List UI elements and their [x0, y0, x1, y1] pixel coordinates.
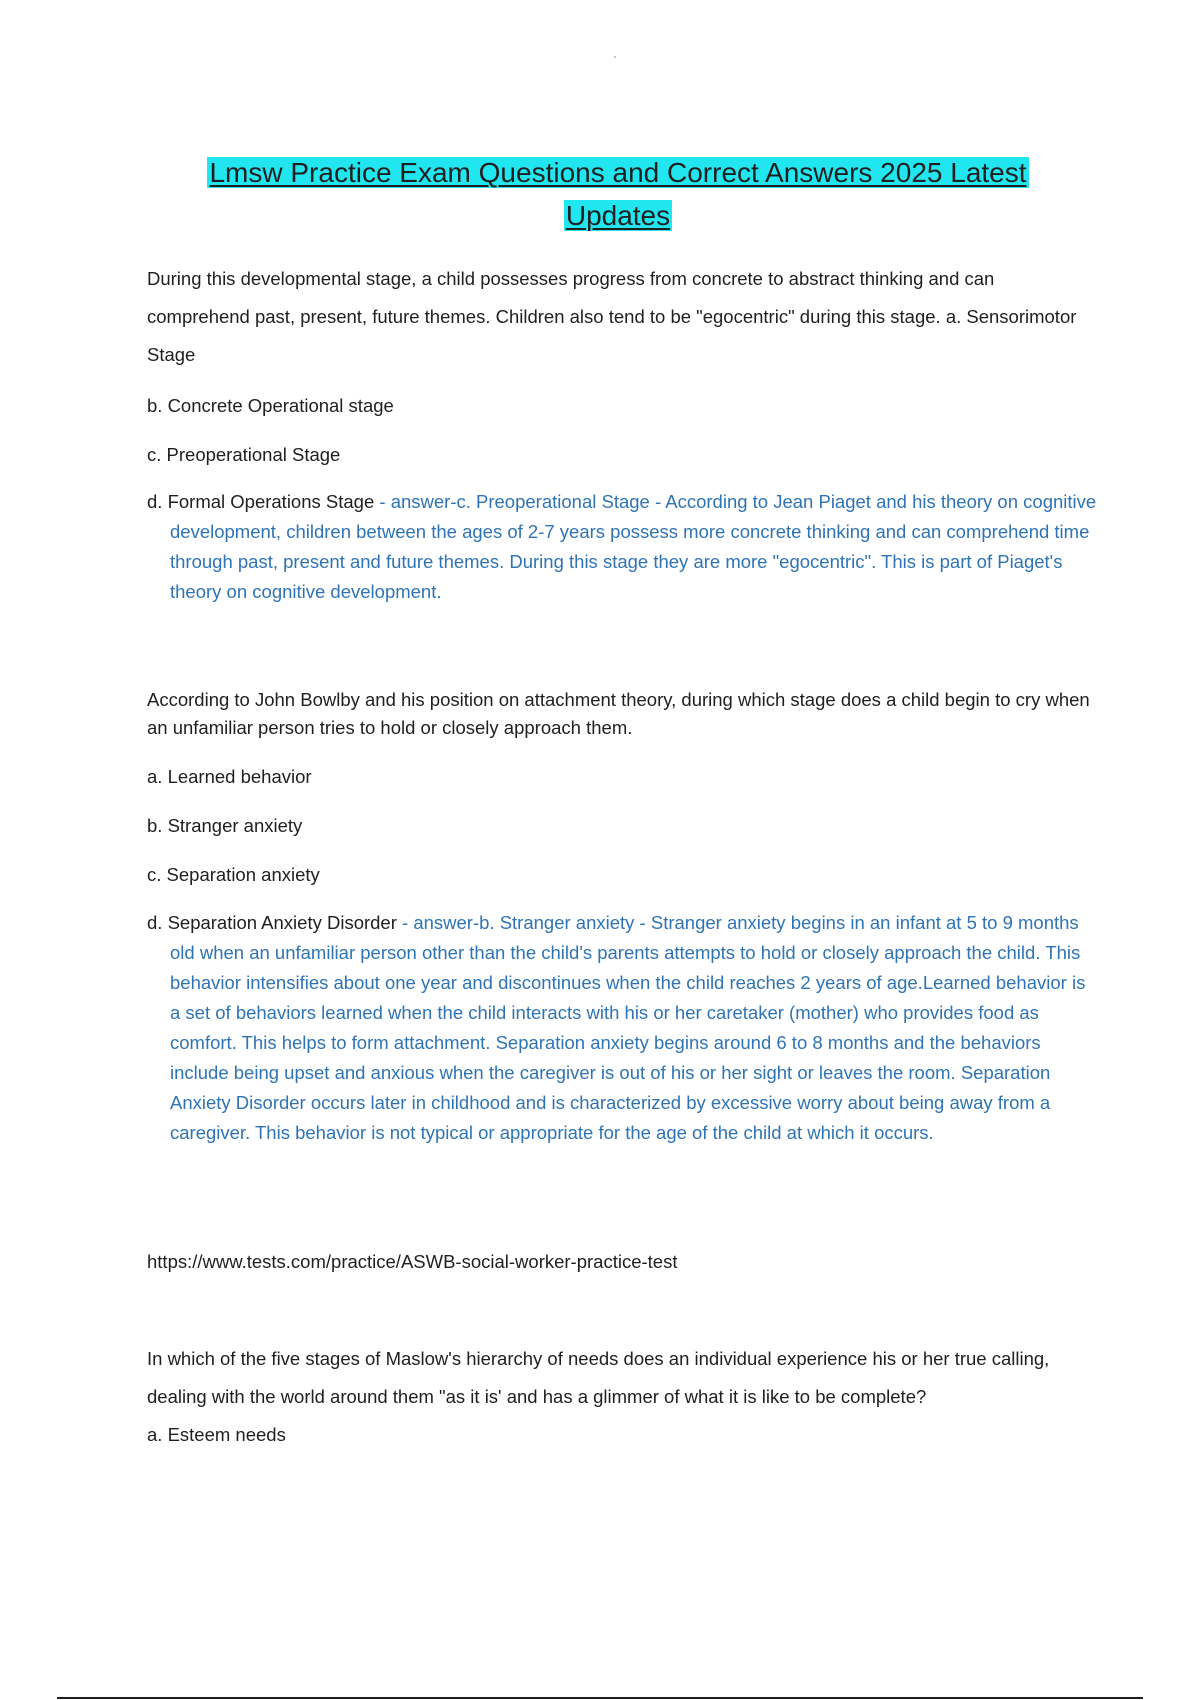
question-2	[147, 686, 1097, 1148]
question-1	[147, 260, 1097, 607]
reference-url: https://www.tests.com/practice/ASWB-social-worker-practice-test	[147, 1251, 678, 1272]
question-2-stem: According to John Bowlby and his position on attachment theory, during which stage does a child begin to cry when an unfamiliar person tries to hold or closely approach them.	[147, 689, 1090, 738]
title-line-2: Updates	[565, 200, 671, 231]
page-marker-dot	[614, 56, 616, 58]
question-2-option-b: b. Stranger anxiety	[147, 815, 303, 836]
question-2-option-d-label: d. Separation Anxiety Disorder	[147, 912, 397, 933]
question-1-option-c: c. Preoperational Stage	[147, 444, 341, 465]
document-title	[150, 151, 1086, 237]
question-1-stem: During this developmental stage, a child possesses progress from concrete to abstract thinking and can comprehend past, present, future themes. Children also tend to be "egocentric" during this stage. a. Sensorimotor Stage	[147, 268, 1077, 365]
question-1-option-d-label: d. Formal Operations Stage	[147, 491, 375, 512]
question-1-answer: - answer-c. Preoperational Stage - According to Jean Piaget and his theory on cognitive development, children between the ages of 2-7 years possess more concrete thinking and can comprehend time through past, present and future themes. During this stage they are more "egocentric". This is part of Piaget's theory on cognitive development.	[170, 491, 1097, 602]
question-3-stem: In which of the five stages of Maslow's hierarchy of needs does an individual experience his or her true calling, dealing with the world around them "as it is' and has a glimmer of what it is like to be complete?	[147, 1348, 1050, 1407]
question-2-answer: - answer-b. Stranger anxiety - Stranger anxiety begins in an infant at 5 to 9 months old when an unfamiliar person other than the child's parents attempts to hold or closely approach the child. This behavior intensifies about one year and discontinues when the child reaches 2 years of age.Learned behavior is a set of behaviors learned when the child interacts with his or her caretaker (mother) who provides food as comfort. This helps to form attachment. Separation anxiety begins around 6 to 8 months and the behaviors include being upset and anxious when the caregiver is out of his or her sight or leaves the room. Separation Anxiety Disorder occurs later in childhood and is characterized by excessive worry about being away from a caregiver. This behavior is not typical or appropriate for the age of the child at which it occurs.	[170, 912, 1086, 1143]
question-3-option-a: a. Esteem needs	[147, 1424, 286, 1445]
question-1-option-b: b. Concrete Operational stage	[147, 395, 394, 416]
question-2-option-d	[147, 908, 1097, 1148]
question-2-option-a: a. Learned behavior	[147, 766, 312, 787]
page-bottom-rule	[57, 1697, 1143, 1699]
question-3	[147, 1340, 1097, 1454]
question-1-option-d	[147, 487, 1097, 607]
title-line-1: Lmsw Practice Exam Questions and Correct Answers 2025 Latest	[209, 157, 1027, 188]
question-2-option-c: c. Separation anxiety	[147, 864, 320, 885]
